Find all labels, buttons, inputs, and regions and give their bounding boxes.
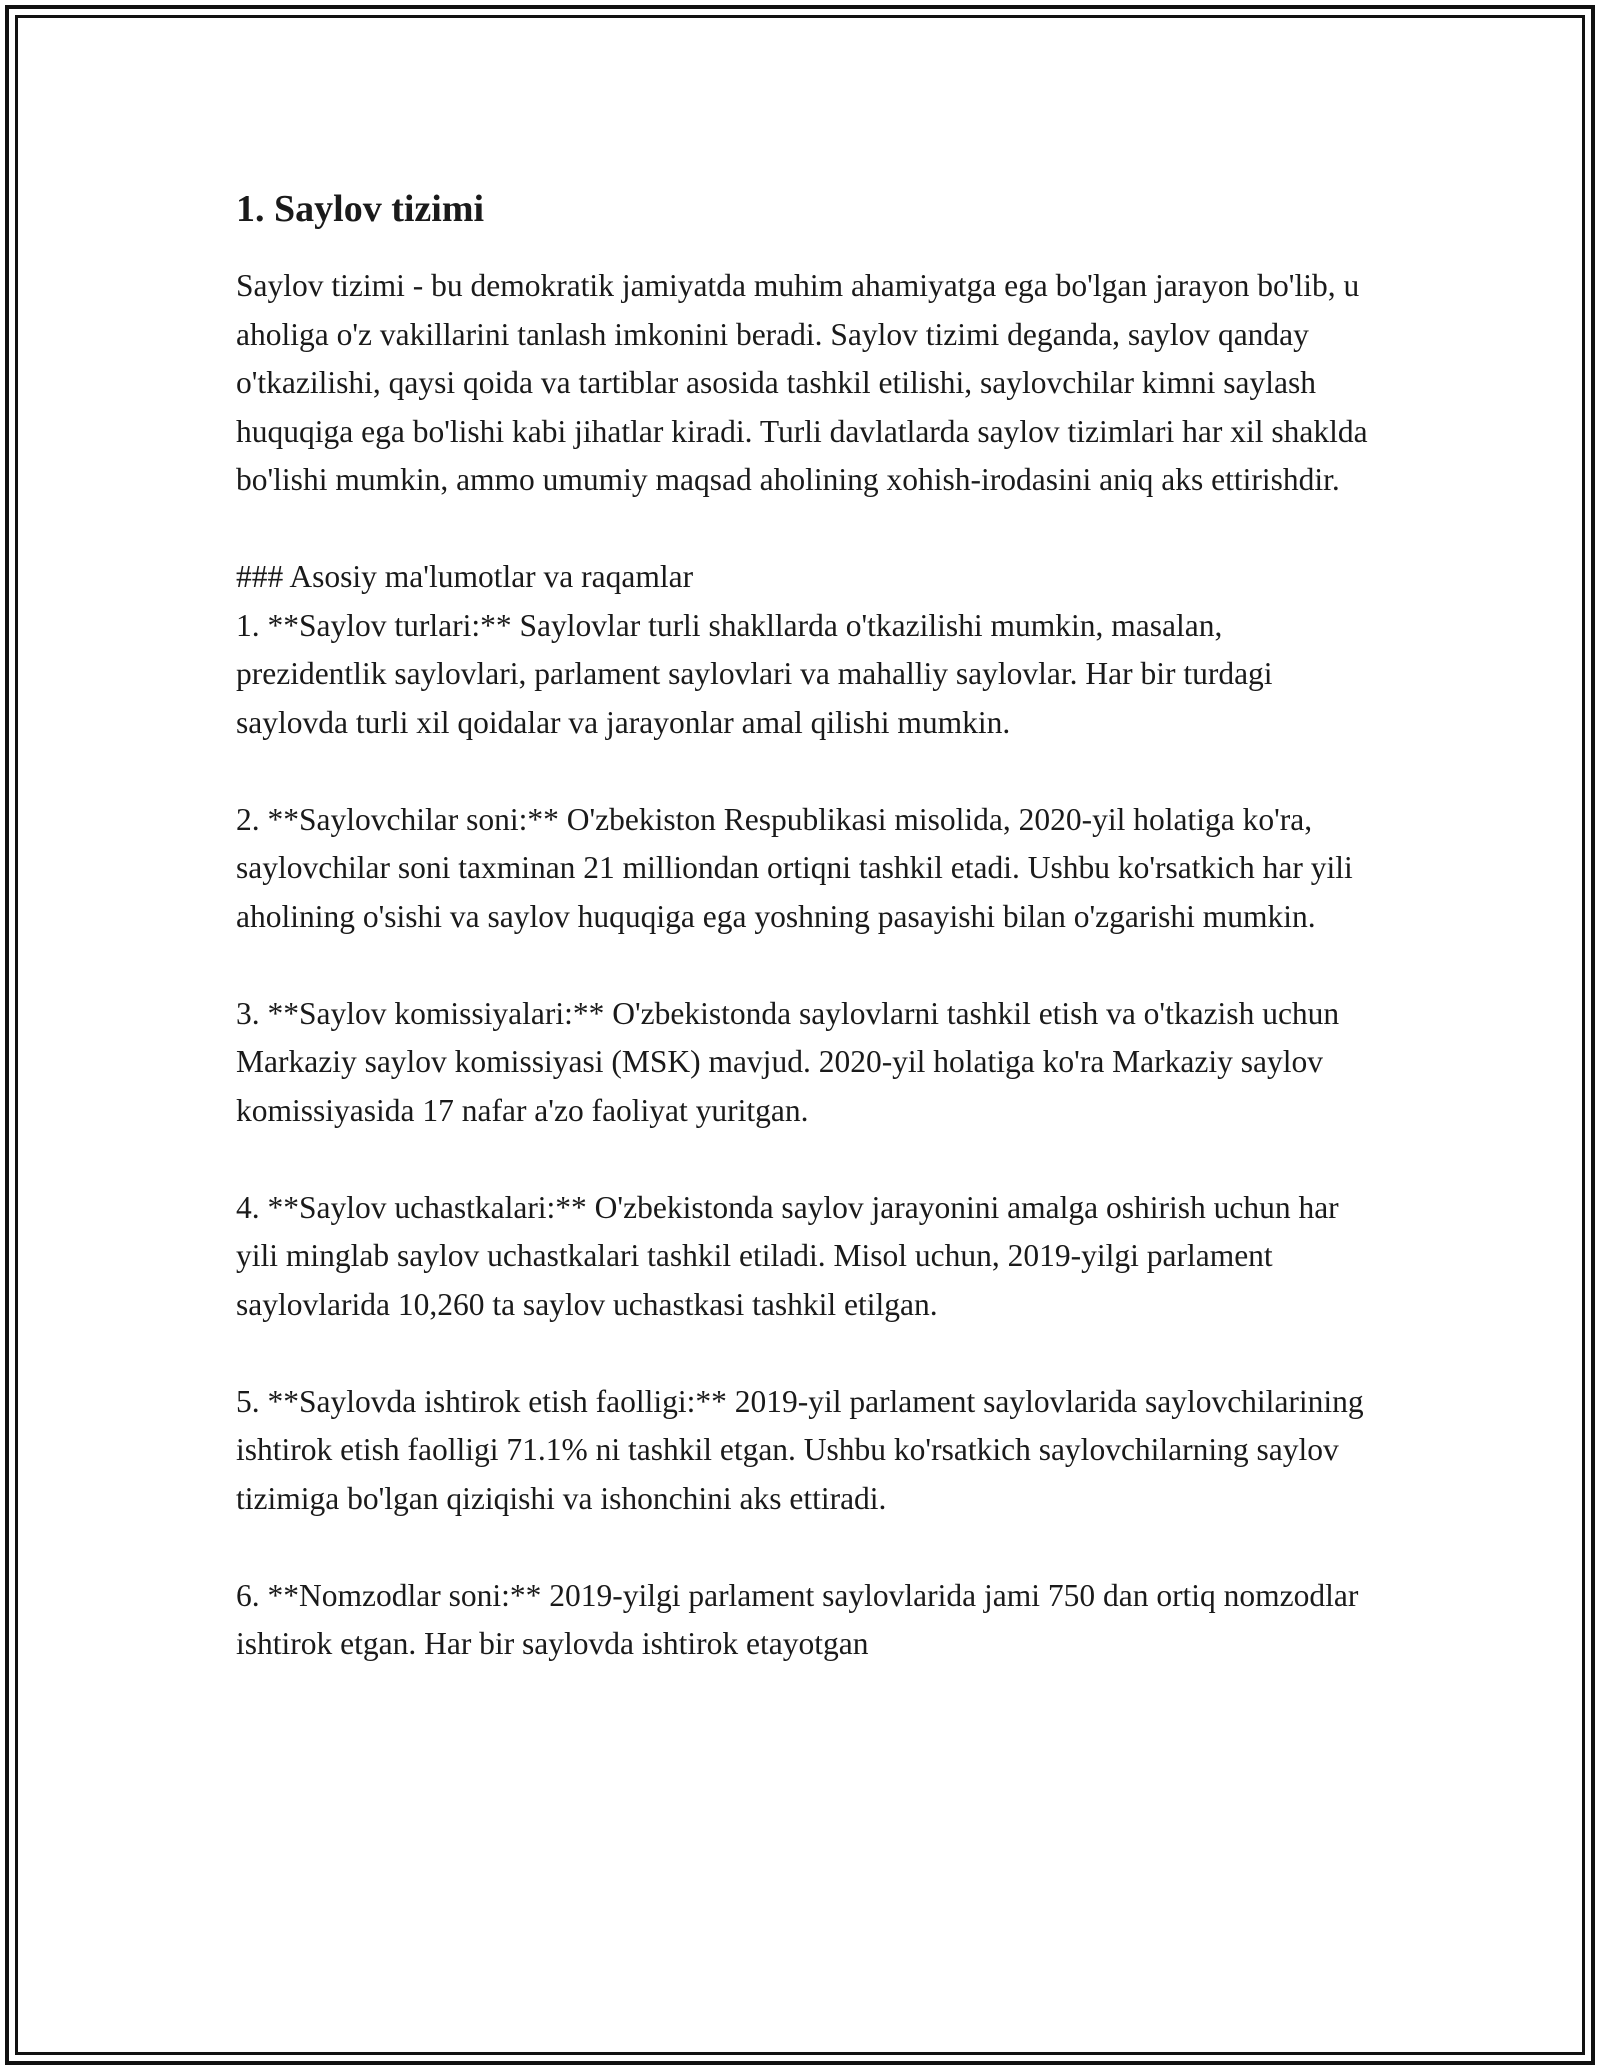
section-heading: 1. Saylov tizimi <box>236 188 485 230</box>
list-item-3: 3. **Saylov komissiyalari:** O'zbekistonda saylovlarni tashkil etish va o'tkazish uchun Markaziy saylov komissiyasi (MSK) mavjud. 2020-yil holatiga ko'ra Markaziy saylov komissiyasida 17 nafar a'zo faoliyat yuritgan. <box>236 995 1340 1128</box>
list-item-4: 4. **Saylov uchastkalari:** O'zbekistonda saylov jarayonini amalga oshirish uchun har yili minglab saylov uchastkalari tashkil etiladi. Misol uchun, 2019-yilgi parlament saylovlarida 10,260 ta saylov uchastkasi tashkil etilgan. <box>236 1189 1339 1322</box>
list-item-1: 1. **Saylov turlari:** Saylovlar turli shakllarda o'tkazilishi mumkin, masalan, prezidentlik saylovlari, parlament saylovlari va mahalliy saylovlar. Har bir turdagi saylovda turli xil qoidalar va jarayonlar amal qilishi mumkin. <box>236 607 1273 740</box>
document-page <box>236 186 1376 1669</box>
list-item-6: 6. **Nomzodlar soni:** 2019-yilgi parlament saylovlarida jami 750 dan ortiq nomzodlar ishtirok etgan. Har bir saylovda ishtirok etayotgan <box>236 1577 1359 1661</box>
list-item-2: 2. **Saylovchilar soni:** O'zbekiston Respublikasi misolida, 2020-yil holatiga ko'ra, saylovchilar soni taxminan 21 milliondan ortiqni tashkil etadi. Ushbu ko'rsatkich har yili aholining o'sishi va saylov huquqiga ega yoshning pasayishi bilan o'zgarishi mumkin. <box>236 801 1353 934</box>
subheading: ### Asosiy ma'lumotlar va raqamlar <box>236 559 694 594</box>
intro-paragraph: Saylov tizimi - bu demokratik jamiyatda muhim ahamiyatga ega bo'lgan jarayon bo'lib, u aholiga o'z vakillarini tanlash imkonini beradi. Saylov tizimi deganda, saylov qanday o'tkazilishi, qaysi qoida va tartiblar asosida tashkil etilishi, saylovchilar kimni saylash huquqiga ega bo'lishi kabi jihatlar kiradi. Turli davlatlarda saylov tizimlari har xil shaklda bo'lishi mumkin, ammo umumiy maqsad aholining xohish-irodasini aniq aks ettirishdir. <box>236 268 1368 497</box>
list-item-5: 5. **Saylovda ishtirok etish faolligi:** 2019-yil parlament saylovlarida saylovchilarining ishtirok etish faolligi 71.1% ni tashkil etgan. Ushbu ko'rsatkich saylovchilarning saylov tizimiga bo'lgan qiziqishi va ishonchini aks ettiradi. <box>236 1383 1364 1516</box>
